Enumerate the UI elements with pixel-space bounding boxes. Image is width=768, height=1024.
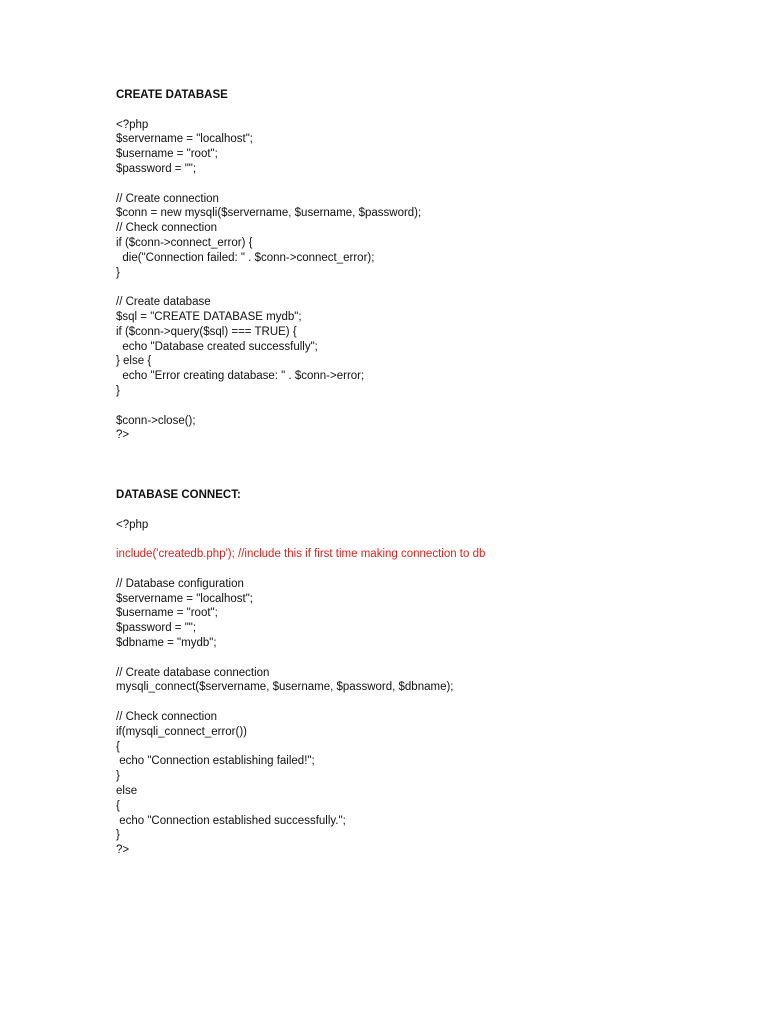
create-database-section: [116, 88, 716, 443]
create-database-code: [116, 103, 716, 443]
code-line: }: [116, 384, 120, 397]
code-line: $password = "";: [116, 622, 197, 635]
code-line: // Check connection: [116, 710, 218, 723]
create-database-heading: CREATE DATABASE: [116, 89, 228, 101]
code-line: if ($conn->query($sql) === TRUE) {: [116, 325, 297, 338]
code-line: $conn->close();: [116, 414, 196, 427]
code-line: [116, 532, 716, 547]
code-line: $servername = "localhost";: [116, 133, 253, 146]
code-line: $dbname = "mydb";: [116, 636, 217, 649]
code-line: [116, 399, 716, 414]
code-line: // Check connection: [116, 222, 218, 235]
code-line: }: [116, 770, 120, 783]
code-line: $username = "root";: [116, 607, 218, 620]
code-line: [116, 280, 716, 295]
code-line: $username = "root";: [116, 148, 218, 161]
code-line: echo "Database created successfully";: [116, 340, 318, 353]
code-line: // Create connection: [116, 192, 219, 205]
database-connect-code-start: [116, 503, 716, 547]
database-connect-section: [116, 488, 716, 858]
code-line: [116, 503, 716, 518]
code-line: $servername = "localhost";: [116, 592, 253, 605]
code-line: $password = "";: [116, 162, 197, 175]
code-line: <?php: [116, 118, 149, 131]
code-line: }: [116, 829, 120, 842]
code-line: {: [116, 740, 120, 753]
code-line: // Database configuration: [116, 577, 244, 590]
code-line: mysqli_connect($servername, $username, $password, $dbname);: [116, 681, 454, 694]
code-line: die("Connection failed: " . $conn->connect_error);: [116, 251, 375, 264]
code-line: [116, 562, 716, 577]
code-line: [116, 103, 716, 118]
code-line: <?php: [116, 518, 149, 531]
code-line: } else {: [116, 355, 152, 368]
code-line: echo "Connection established successfully.";: [116, 814, 346, 827]
code-line: ?>: [116, 844, 130, 857]
code-line: {: [116, 799, 120, 812]
code-line: echo "Connection establishing failed!";: [116, 755, 315, 768]
code-line: [116, 177, 716, 192]
database-connect-code-rest: [116, 562, 716, 858]
code-line: echo "Error creating database: " . $conn->error;: [116, 370, 365, 383]
code-line: [116, 651, 716, 666]
code-line: ?>: [116, 429, 130, 442]
code-line: $conn = new mysqli($servername, $username, $password);: [116, 207, 422, 220]
code-line: }: [116, 266, 120, 279]
code-line: // Create database: [116, 296, 211, 309]
code-line: $sql = "CREATE DATABASE mydb";: [116, 310, 302, 323]
code-line: [116, 695, 716, 710]
code-line: if(mysqli_connect_error()): [116, 725, 248, 738]
code-line: // Create database connection: [116, 666, 270, 679]
code-line: else: [116, 784, 138, 797]
code-line: if ($conn->connect_error) {: [116, 236, 253, 249]
include-comment-line: include('createdb.php'); //include this if first time making connection to db: [116, 548, 486, 561]
database-connect-heading: DATABASE CONNECT:: [116, 489, 241, 501]
